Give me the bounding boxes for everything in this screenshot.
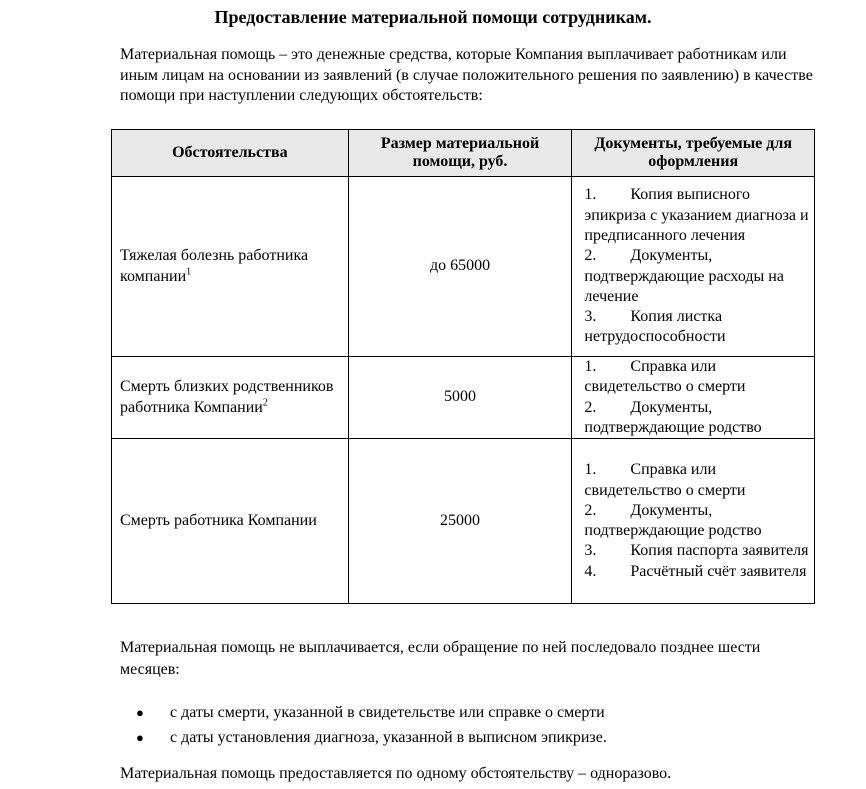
- footnote-marker: 1: [186, 266, 192, 278]
- intro-paragraph: Материальная помощь – это денежные средства, которые Компания выплачивает работникам или иным лицам на основании из заявлений (в случае положительного решения по заявлению) в качестве помощи при наступлении следующих обстоятельств:: [120, 46, 813, 104]
- documents-cell: [572, 357, 815, 439]
- amount-cell: 5000: [348, 357, 572, 439]
- note-paragraph: Материальная помощь не выплачивается, если обращение по ней последовало позднее шести месяцев:: [120, 639, 761, 678]
- list-item: [584, 562, 812, 582]
- amount-cell: до 65000: [348, 177, 572, 357]
- documents-list: [584, 460, 812, 582]
- footnote-marker: 2: [262, 397, 268, 409]
- circumstance-cell: [112, 439, 349, 604]
- documents-list: [584, 357, 812, 438]
- list-number: 4.: [584, 562, 597, 580]
- circumstance-text: Смерть работника Компании: [120, 512, 317, 530]
- list-number: 1.: [584, 461, 597, 479]
- list-text: Справка или свидетельство о смерти: [584, 461, 746, 499]
- table-row: [112, 177, 815, 357]
- amount-cell: 25000: [348, 439, 572, 604]
- circumstance-text: Смерть близких родственников работника Компании: [120, 378, 334, 416]
- list-text: Документы, подтверждающие родство: [584, 398, 762, 436]
- header-circumstance: Обстоятельства: [112, 130, 349, 177]
- circumstance-cell: [112, 177, 349, 357]
- aid-table: [111, 129, 815, 604]
- list-number: 3.: [584, 308, 597, 326]
- bullet-text: с даты установления диагноза, указанной в выписном эпикризе.: [170, 729, 607, 746]
- list-text: Документы, подтверждающие родство: [584, 501, 762, 540]
- list-number: 2.: [584, 247, 597, 265]
- list-number: 2.: [584, 398, 597, 416]
- circumstance-text: Тяжелая болезнь работника компании: [120, 247, 309, 285]
- list-number: 1.: [584, 186, 597, 204]
- list-item: [584, 357, 812, 398]
- bullet-list: [136, 700, 607, 750]
- table-body: [112, 177, 815, 604]
- list-number: 1.: [584, 358, 597, 375]
- list-item: [584, 307, 812, 348]
- list-item: [584, 185, 812, 246]
- list-text: Справка или свидетельство о смерти: [584, 358, 746, 396]
- list-item: [136, 700, 607, 725]
- documents-list: [584, 185, 812, 347]
- documents-cell: [572, 439, 815, 604]
- list-item: [584, 501, 812, 542]
- list-text: Документы, подтверждающие расходы на лечение: [584, 247, 784, 305]
- table-header-row: [112, 130, 815, 177]
- list-item: [584, 398, 812, 439]
- documents-cell: [572, 177, 815, 357]
- list-number: 3.: [584, 542, 597, 560]
- list-number: 2.: [584, 501, 597, 519]
- list-item: [584, 246, 812, 307]
- table-row: [112, 439, 815, 604]
- header-documents: Документы, требуемые для оформления: [572, 130, 815, 177]
- bullet-icon: ●: [136, 730, 144, 745]
- list-item: [584, 460, 812, 501]
- list-text: Копия паспорта заявителя: [630, 542, 809, 560]
- list-item: [584, 541, 812, 561]
- closing-paragraph: Материальная помощь предоставляется по одному обстоятельству – одноразово.: [120, 765, 672, 782]
- header-amount: Размер материальной помощи, руб.: [348, 130, 572, 177]
- list-item: [136, 725, 607, 750]
- list-text: Копия выписного эпикриза с указанием диагноза и предписанного лечения: [584, 186, 809, 244]
- table-row: [112, 357, 815, 439]
- bullet-icon: ●: [136, 705, 144, 720]
- circumstance-cell: [112, 357, 349, 439]
- list-text: Расчётный счёт заявителя: [630, 562, 807, 580]
- bullet-text: с даты смерти, указанной в свидетельстве или справке о смерти: [170, 704, 605, 721]
- document-title: Предоставление материальной помощи сотрудникам.: [214, 7, 652, 27]
- list-text: Копия листка нетрудоспособности: [584, 308, 726, 346]
